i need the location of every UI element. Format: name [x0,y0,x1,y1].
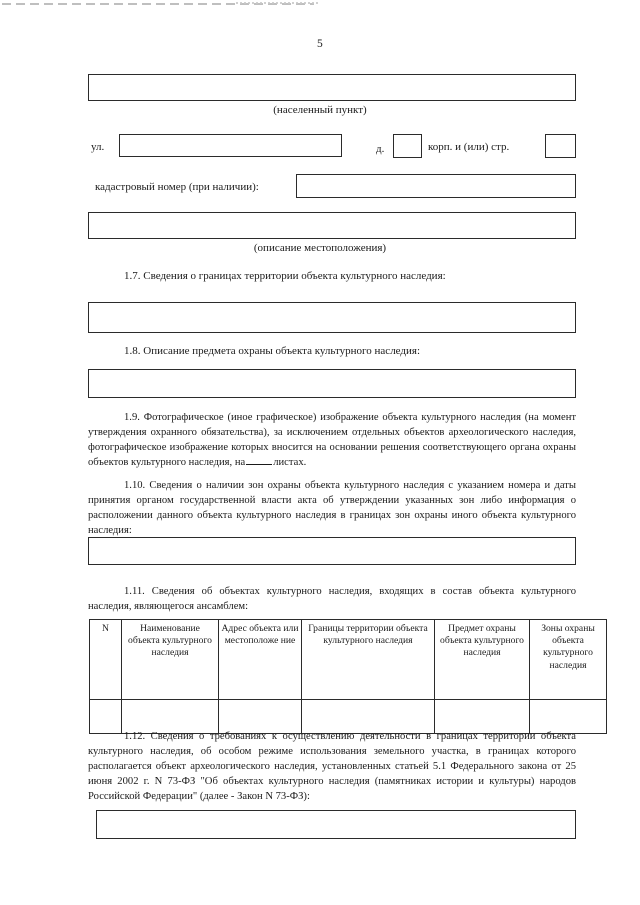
table-header-subject: Предмет охраны объекта культурного наследия [435,620,530,700]
section-1-10-paragraph: 1.10. Сведения о наличии зон охраны объекта культурного наследия с указанием номера и даты принятия органом государственной власти акта об утверждении указанных зон либо информация о расположении данного объекта культурного наследия в границах зон охраны иного объекта культурного наследия: [88,480,576,537]
cadastral-field[interactable] [296,174,576,198]
street-field[interactable] [119,134,342,157]
section-1-8-answer-field[interactable] [88,369,576,398]
scan-artifact-dashes-secondary [236,2,318,4]
section-1-10-answer-field[interactable] [88,537,576,565]
section-1-9-sheet-count-blank[interactable] [246,455,272,465]
section-1-7-answer-field[interactable] [88,302,576,333]
locality-field[interactable] [88,74,576,101]
ensemble-objects-table [89,619,607,734]
table-header-name: Наименование объекта культурного наследия [122,620,219,700]
section-1-9-paragraph [88,410,576,470]
building-label: корп. и (или) стр. [428,141,510,153]
page-number: 5 [317,38,323,50]
location-description-caption: (описание местоположения) [253,242,387,254]
section-1-7-heading: 1.7. Сведения о границах территории объекта культурного наследия: [124,270,446,282]
location-description-field[interactable] [88,212,576,239]
table-header-zones: Зоны охраны объекта культурного наследия [530,620,607,700]
house-label: д. [376,143,385,155]
section-1-12-paragraph: 1.12. Сведения о требованиях к осуществлению деятельности в границах территории объекта культурного наследия, об особом режиме использования земельного участка, в границах которого располагается объект археологического наследия, установленных статьей 5.1 Федерального закона от 25 июня 2002 г. N 73-ФЗ "Об объектах культурного наследия (памятниках истории и культуры) народов Российской Федерации" (далее - Закон N 73-ФЗ): [88,731,576,803]
section-1-8-heading: 1.8. Описание предмета охраны объекта культурного наследия: [124,345,421,357]
cadastral-label: кадастровый номер (при наличии): [95,181,259,193]
house-field[interactable] [393,134,422,158]
table-header-row [90,620,607,700]
building-field[interactable] [545,134,576,158]
table-header-borders: Границы территории объекта культурного наследия [302,620,435,700]
table-header-number: N [90,620,122,700]
street-label: ул. [91,141,105,153]
table-header-address: Адрес объекта или местоположе ние [219,620,302,700]
section-1-11-paragraph: 1.11. Сведения об объектах культурного наследия, входящих в состав объекта культурного наследия, являющегося ансамблем: [88,586,576,613]
section-1-12-answer-field[interactable] [96,810,576,839]
section-1-9-text: 1.9. Фотографическое (иное графическое) изображение объекта культурного наследия (на момент утверждения охранного обязательства), за исключением отдельных объектов археологического наследия, фотографическое изображение которых вносится на основании решения соответствующего органа охраны объектов культурного наследия, на [88,412,576,469]
locality-caption: (населенный пункт) [273,104,367,116]
section-1-9-text-tail: листах. [273,457,307,469]
